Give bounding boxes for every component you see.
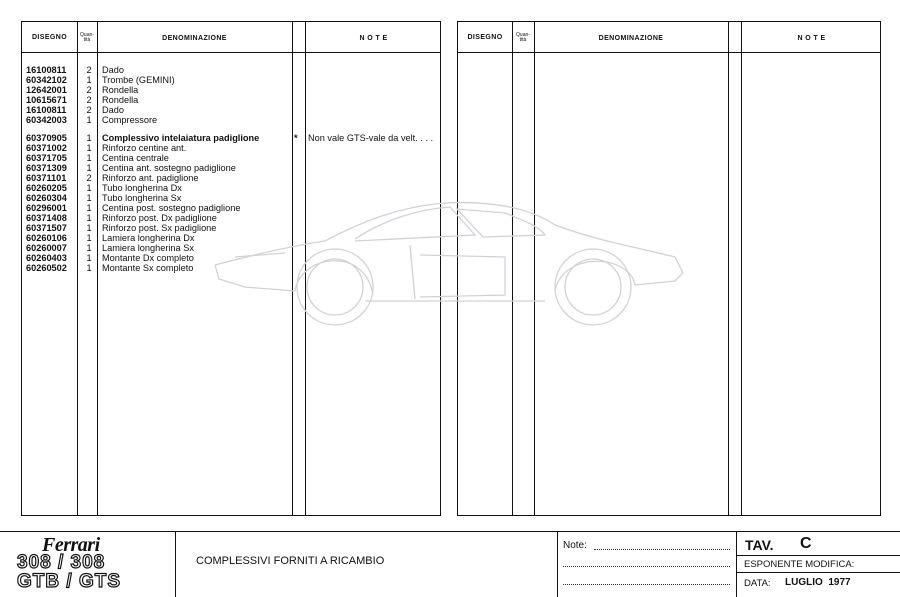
- part-description: Dado: [102, 65, 124, 75]
- footer-vline-3: [736, 531, 737, 597]
- part-quantity: 1: [86, 133, 92, 143]
- part-code: 16100811: [26, 65, 67, 75]
- note-asterisk: *: [294, 133, 298, 143]
- part-code: 60260007: [26, 243, 67, 253]
- model-number-308: 308 / 308: [17, 552, 106, 573]
- part-description: Lamiera longherina Dx: [102, 233, 195, 243]
- part-code: 60260502: [26, 263, 67, 273]
- part-description: Rinforzo post. Sx padiglione: [102, 223, 217, 233]
- footer-vline-1: [175, 531, 176, 597]
- part-description: Rinforzo centine ant.: [102, 143, 187, 153]
- part-description: Trombe (GEMINI): [102, 75, 175, 85]
- table-row: [22, 143, 442, 153]
- footer-divider: [0, 531, 900, 532]
- part-description: Rinforzo ant. padiglione: [102, 173, 199, 183]
- part-description: Lamiera longherina Sx: [102, 243, 194, 253]
- table-row: [22, 85, 442, 95]
- ferrari-logo: Ferrari: [42, 534, 100, 556]
- part-quantity: 2: [86, 95, 92, 105]
- part-code: 60371705: [26, 153, 67, 163]
- part-quantity: 1: [86, 143, 92, 153]
- part-description: Centina centrale: [102, 153, 169, 163]
- part-quantity: 1: [86, 75, 92, 85]
- header-divider: [22, 52, 440, 53]
- model-gtb-gts: GTB / GTS: [17, 571, 121, 592]
- part-quantity: 1: [86, 163, 92, 173]
- header-quantita: Quan- tità: [516, 32, 530, 43]
- part-code: 60371408: [26, 213, 67, 223]
- part-code: 12642001: [26, 85, 67, 95]
- part-code: 60260403: [26, 253, 67, 263]
- part-quantity: 1: [86, 153, 92, 163]
- part-description: Compressore: [102, 115, 158, 125]
- part-description: Rinforzo post. Dx padiglione: [102, 213, 217, 223]
- table-row: [22, 115, 442, 125]
- car-silhouette-watermark: [205, 195, 695, 335]
- part-description: Centina post. sostegno padiglione: [102, 203, 241, 213]
- table-row: [22, 75, 442, 85]
- part-code: 10615671: [26, 95, 67, 105]
- data-value: LUGLIO 1977: [785, 577, 851, 588]
- part-quantity: 2: [86, 173, 92, 183]
- part-description: Tubo longherina Dx: [102, 183, 182, 193]
- table-row: [22, 163, 442, 173]
- part-code: 60370905: [26, 133, 67, 143]
- header-note: N O T E: [359, 35, 388, 42]
- part-quantity: 1: [86, 233, 92, 243]
- header-denominazione: DENOMINAZIONE: [598, 35, 664, 42]
- part-code: 60371507: [26, 223, 67, 233]
- part-description: Centina ant. sostegno padiglione: [102, 163, 236, 173]
- part-code: 60342102: [26, 75, 67, 85]
- table-row: [22, 133, 442, 143]
- part-code: 60371101: [26, 173, 67, 183]
- tav-value: C: [800, 535, 812, 552]
- part-quantity: 1: [86, 183, 92, 193]
- part-code: 60296001: [26, 203, 67, 213]
- part-code: 60371002: [26, 143, 67, 153]
- table-row: [22, 183, 442, 193]
- part-quantity: 2: [86, 85, 92, 95]
- part-description: Complessivo intelaiatura padiglione: [102, 133, 260, 143]
- table-row: [22, 153, 442, 163]
- part-quantity: 1: [86, 213, 92, 223]
- header-denominazione: DENOMINAZIONE: [162, 35, 227, 42]
- data-label: DATA:: [744, 578, 771, 589]
- part-note: Non vale GTS-vale da velt. . . .: [308, 133, 434, 143]
- part-quantity: 2: [86, 65, 92, 75]
- header-disegno: DISEGNO: [31, 34, 68, 41]
- header-quantita: Quan- tità: [80, 32, 94, 43]
- part-code: 60260304: [26, 193, 67, 203]
- part-description: Montante Sx completo: [102, 263, 194, 273]
- footer-vline-2: [557, 531, 558, 597]
- part-code: 60260106: [26, 233, 67, 243]
- footer-hline-tav: [736, 555, 900, 556]
- part-code: 16100811: [26, 105, 67, 115]
- part-quantity: 1: [86, 263, 92, 273]
- header-note: N O T E: [797, 35, 826, 42]
- part-quantity: 1: [86, 203, 92, 213]
- part-code: 60371309: [26, 163, 67, 173]
- part-code: 60342003: [26, 115, 67, 125]
- note-label: Note:: [563, 540, 587, 551]
- header-disegno: DISEGNO: [467, 34, 503, 41]
- part-description: Tubo longherina Sx: [102, 193, 182, 203]
- part-quantity: 1: [86, 243, 92, 253]
- part-description: Rondella: [102, 95, 139, 105]
- part-quantity: 1: [86, 253, 92, 263]
- part-code: 60260205: [26, 183, 67, 193]
- note-line-1: [594, 549, 730, 550]
- note-line-3: [563, 584, 730, 585]
- part-description: Rondella: [102, 85, 139, 95]
- table-row: [22, 95, 442, 105]
- table-row: [22, 105, 442, 115]
- part-description: Montante Dx completo: [102, 253, 194, 263]
- esponente-label: ESPONENTE MODIFICA:: [744, 559, 855, 570]
- part-quantity: 2: [86, 105, 92, 115]
- part-description: Dado: [102, 105, 124, 115]
- part-quantity: 1: [86, 223, 92, 233]
- table-row: [22, 173, 442, 183]
- header-divider: [458, 52, 880, 53]
- footer-hline-esp: [736, 572, 900, 573]
- part-quantity: 1: [86, 115, 92, 125]
- table-row: [22, 65, 442, 75]
- tav-label: TAV.: [745, 537, 774, 553]
- note-line-2: [563, 566, 730, 567]
- part-quantity: 1: [86, 193, 92, 203]
- document-title: COMPLESSIVI FORNITI A RICAMBIO: [196, 555, 385, 567]
